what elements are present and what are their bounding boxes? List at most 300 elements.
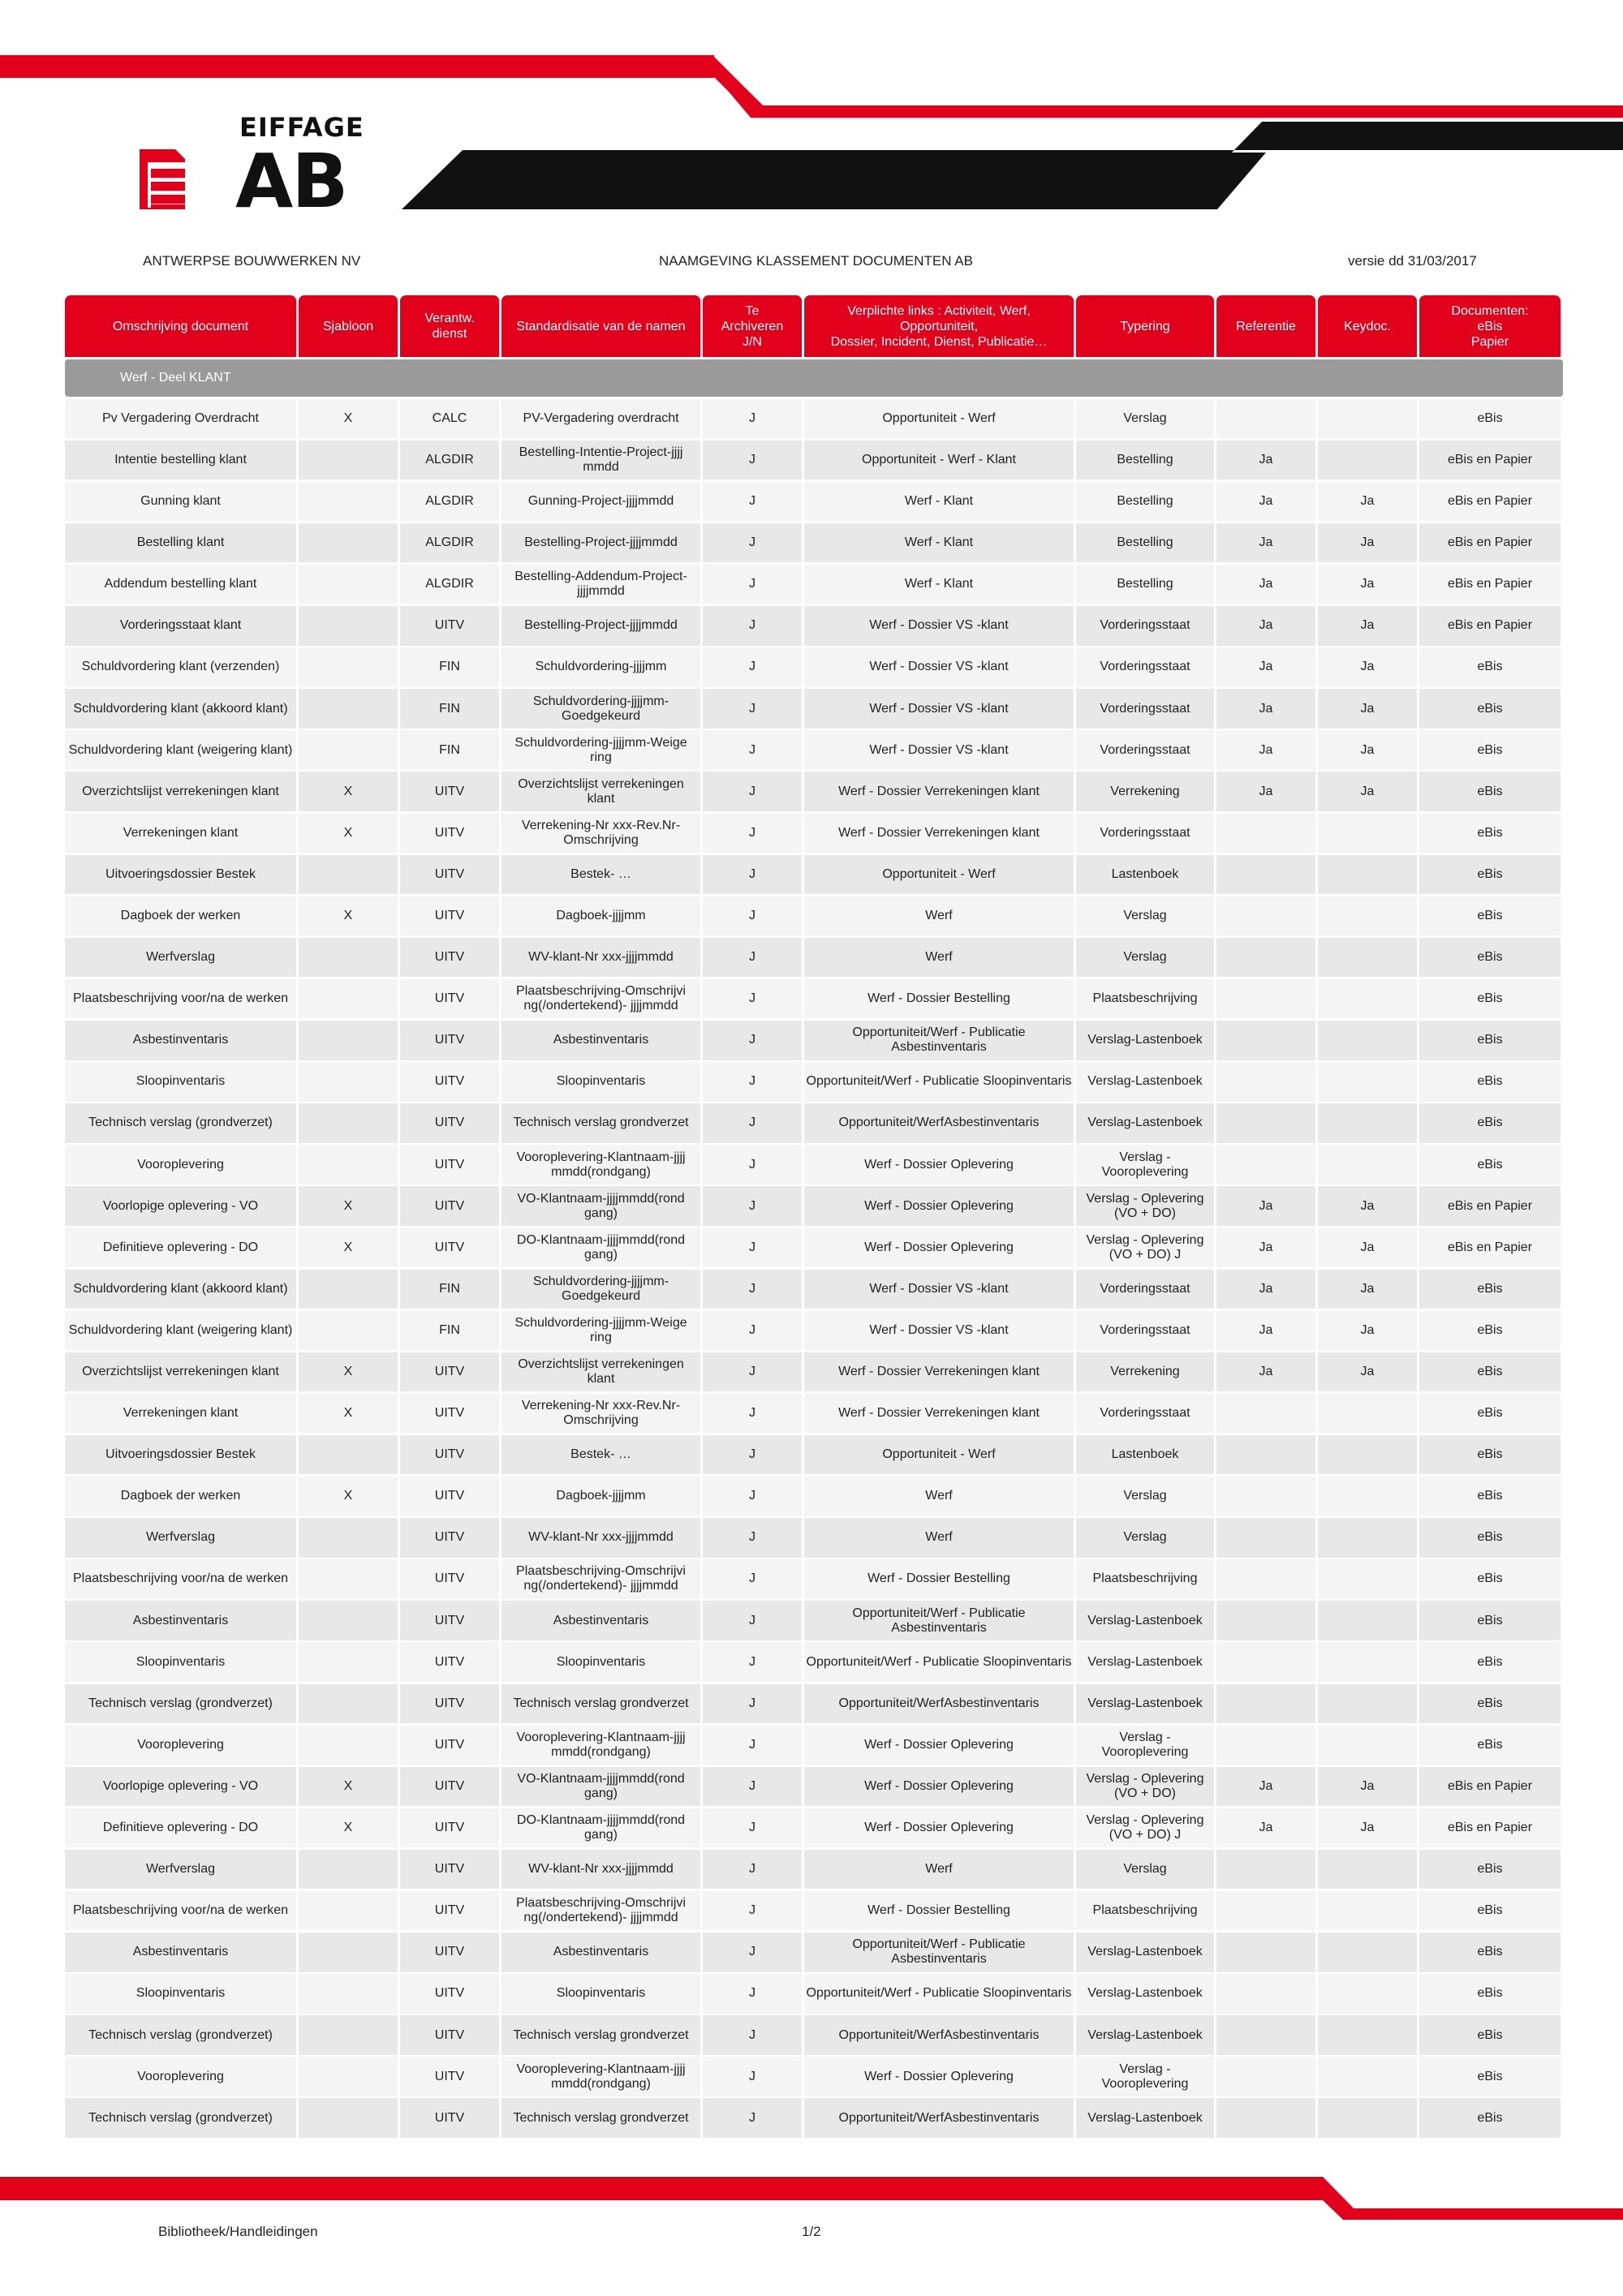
- cell-sjabloon: [299, 2057, 398, 2096]
- cell-te-archiveren: J: [703, 399, 802, 439]
- cell-keydoc: Ja: [1318, 647, 1417, 687]
- table-row: [65, 2015, 1563, 2055]
- table-row: [65, 1808, 1563, 1848]
- table-row: [65, 1891, 1563, 1931]
- cell-standaardisatie: WV-klant-Nr xxx-jjjjmmdd: [502, 938, 700, 978]
- eiffage-logo-icon: [140, 144, 188, 211]
- cell-te-archiveren: J: [703, 1394, 802, 1434]
- table-row: [65, 730, 1563, 770]
- cell-documenten: eBis: [1419, 896, 1561, 936]
- cell-referentie: Ja: [1216, 1767, 1315, 1807]
- cell-omschrijving: Schuldvordering klant (weigering klant): [65, 730, 296, 770]
- cell-referentie: [1216, 1518, 1315, 1558]
- cell-omschrijving: Overzichtslijst verrekeningen klant: [65, 772, 296, 811]
- cell-documenten: eBis: [1419, 1974, 1561, 2014]
- cell-sjabloon: [299, 1642, 398, 1682]
- cell-documenten: eBis en Papier: [1419, 1228, 1561, 1267]
- cell-te-archiveren: J: [703, 1684, 802, 1724]
- cell-typering: Verslag-Lastenboek: [1076, 1103, 1214, 1143]
- cell-referentie: Ja: [1216, 482, 1315, 522]
- cell-keydoc: Ja: [1318, 1228, 1417, 1267]
- cell-referentie: [1216, 1103, 1315, 1143]
- cell-te-archiveren: J: [703, 1933, 802, 1972]
- cell-te-archiveren: J: [703, 1850, 802, 1890]
- cell-verantw-dienst: UITV: [400, 1394, 499, 1434]
- footer-library-path: Bibliotheek/Handleidingen: [158, 2224, 318, 2239]
- cell-verantw-dienst: UITV: [400, 2057, 499, 2096]
- column-header-keydoc: Keydoc.: [1318, 295, 1417, 357]
- cell-keydoc: [1318, 399, 1417, 439]
- cell-te-archiveren: J: [703, 1974, 802, 2014]
- cell-standaardisatie: Plaatsbeschrijving-Omschrijvi ng(/ondertekend)- jjjjmmdd: [502, 1559, 700, 1599]
- cell-verplichte-links: Werf: [804, 1850, 1074, 1890]
- cell-referentie: Ja: [1216, 565, 1315, 604]
- cell-keydoc: [1318, 1062, 1417, 1102]
- cell-te-archiveren: J: [703, 855, 802, 895]
- cell-documenten: eBis en Papier: [1419, 1808, 1561, 1848]
- table-row: [65, 1726, 1563, 1765]
- cell-keydoc: [1318, 1891, 1417, 1931]
- cell-verplichte-links: Werf - Dossier VS -klant: [804, 647, 1074, 687]
- cell-referentie: Ja: [1216, 1808, 1315, 1848]
- cell-te-archiveren: J: [703, 938, 802, 978]
- cell-documenten: eBis: [1419, 814, 1561, 853]
- cell-verplichte-links: Werf - Klant: [804, 523, 1074, 563]
- cell-standaardisatie: Overzichtslijst verrekeningen klant: [502, 1352, 700, 1392]
- cell-sjabloon: [299, 1021, 398, 1060]
- column-header-referentie: Referentie: [1216, 295, 1315, 357]
- cell-verantw-dienst: UITV: [400, 606, 499, 646]
- table-row: [65, 689, 1563, 729]
- cell-verantw-dienst: UITV: [400, 938, 499, 978]
- cell-typering: Verslag - Oplevering (VO + DO) J: [1076, 1228, 1214, 1267]
- cell-standaardisatie: Sloopinventaris: [502, 1062, 700, 1102]
- cell-typering: Vorderingsstaat: [1076, 814, 1214, 853]
- cell-documenten: eBis: [1419, 1891, 1561, 1931]
- column-header-documenten: Documenten: eBis Papier: [1419, 295, 1561, 357]
- table-row: [65, 1021, 1563, 1060]
- cell-keydoc: Ja: [1318, 1352, 1417, 1392]
- cell-typering: Bestelling: [1076, 441, 1214, 480]
- cell-te-archiveren: J: [703, 1767, 802, 1807]
- cell-referentie: [1216, 1435, 1315, 1475]
- cell-typering: Vorderingsstaat: [1076, 730, 1214, 770]
- cell-typering: Vorderingsstaat: [1076, 689, 1214, 729]
- cell-verplichte-links: Opportuniteit - Werf: [804, 399, 1074, 439]
- cell-documenten: eBis en Papier: [1419, 565, 1561, 604]
- cell-standaardisatie: Asbestinventaris: [502, 1933, 700, 1972]
- cell-verantw-dienst: UITV: [400, 814, 499, 853]
- cell-omschrijving: Technisch verslag (grondverzet): [65, 2098, 296, 2138]
- cell-omschrijving: Werfverslag: [65, 1518, 296, 1558]
- cell-sjabloon: [299, 1062, 398, 1102]
- cell-standaardisatie: Schuldvordering-jjjjmm-Weige ring: [502, 1311, 700, 1351]
- cell-omschrijving: Bestelling klant: [65, 523, 296, 563]
- cell-keydoc: [1318, 1684, 1417, 1724]
- cell-verantw-dienst: UITV: [400, 1145, 499, 1185]
- cell-sjabloon: [299, 565, 398, 604]
- cell-te-archiveren: J: [703, 1891, 802, 1931]
- cell-keydoc: [1318, 1850, 1417, 1890]
- cell-verantw-dienst: UITV: [400, 1477, 499, 1516]
- cell-documenten: eBis en Papier: [1419, 482, 1561, 522]
- table-row: [65, 938, 1563, 978]
- table-row: [65, 1850, 1563, 1890]
- table-row: [65, 772, 1563, 811]
- cell-verantw-dienst: FIN: [400, 689, 499, 729]
- cell-documenten: eBis: [1419, 1394, 1561, 1434]
- cell-documenten: eBis: [1419, 1021, 1561, 1060]
- cell-verantw-dienst: FIN: [400, 730, 499, 770]
- cell-standaardisatie: Bestek- …: [502, 855, 700, 895]
- cell-typering: Verslag-Lastenboek: [1076, 2098, 1214, 2138]
- cell-omschrijving: Werfverslag: [65, 1850, 296, 1890]
- table-row: [65, 1559, 1563, 1599]
- cell-typering: Verslag-Lastenboek: [1076, 1021, 1214, 1060]
- table-row: [65, 1684, 1563, 1724]
- table-row: [65, 1435, 1563, 1475]
- table-row: [65, 1228, 1563, 1267]
- cell-verplichte-links: Werf - Dossier Bestelling: [804, 1891, 1074, 1931]
- cell-verplichte-links: Opportuniteit - Werf: [804, 1435, 1074, 1475]
- cell-standaardisatie: Technisch verslag grondverzet: [502, 1684, 700, 1724]
- cell-te-archiveren: J: [703, 1726, 802, 1765]
- cell-keydoc: [1318, 1726, 1417, 1765]
- cell-te-archiveren: J: [703, 565, 802, 604]
- cell-typering: Verslag: [1076, 1477, 1214, 1516]
- cell-sjabloon: [299, 647, 398, 687]
- table-row: [65, 1311, 1563, 1351]
- cell-documenten: eBis: [1419, 1726, 1561, 1765]
- cell-referentie: [1216, 1062, 1315, 1102]
- cell-sjabloon: [299, 1684, 398, 1724]
- cell-verplichte-links: Werf - Dossier Oplevering: [804, 1145, 1074, 1185]
- document-naming-table: [65, 295, 1563, 2138]
- cell-sjabloon: X: [299, 1394, 398, 1434]
- cell-omschrijving: Intentie bestelling klant: [65, 441, 296, 480]
- column-header-typering: Typering: [1076, 295, 1214, 357]
- footer-page-number: 1/2: [802, 2224, 821, 2239]
- cell-documenten: eBis: [1419, 2057, 1561, 2096]
- cell-typering: Bestelling: [1076, 523, 1214, 563]
- cell-keydoc: [1318, 938, 1417, 978]
- cell-referentie: [1216, 1559, 1315, 1599]
- cell-keydoc: [1318, 1103, 1417, 1143]
- cell-verantw-dienst: UITV: [400, 1891, 499, 1931]
- cell-typering: Verslag: [1076, 399, 1214, 439]
- cell-standaardisatie: WV-klant-Nr xxx-jjjjmmdd: [502, 1850, 700, 1890]
- cell-keydoc: [1318, 1021, 1417, 1060]
- cell-keydoc: Ja: [1318, 1186, 1417, 1226]
- cell-te-archiveren: J: [703, 482, 802, 522]
- cell-sjabloon: [299, 730, 398, 770]
- cell-standaardisatie: Sloopinventaris: [502, 1974, 700, 2014]
- cell-sjabloon: [299, 1726, 398, 1765]
- cell-verplichte-links: Werf - Dossier VS -klant: [804, 730, 1074, 770]
- cell-omschrijving: Addendum bestelling klant: [65, 565, 296, 604]
- cell-keydoc: [1318, 441, 1417, 480]
- cell-sjabloon: [299, 1933, 398, 1972]
- cell-te-archiveren: J: [703, 1352, 802, 1392]
- cell-typering: Verslag-Lastenboek: [1076, 1601, 1214, 1640]
- cell-keydoc: Ja: [1318, 1311, 1417, 1351]
- cell-standaardisatie: Verrekening-Nr xxx-Rev.Nr-Omschrijving: [502, 1394, 700, 1434]
- table-row: [65, 1933, 1563, 1972]
- cell-te-archiveren: J: [703, 1435, 802, 1475]
- cell-verantw-dienst: CALC: [400, 399, 499, 439]
- cell-sjabloon: [299, 1145, 398, 1185]
- cell-typering: Verslag-Lastenboek: [1076, 1684, 1214, 1724]
- cell-typering: Plaatsbeschrijving: [1076, 979, 1214, 1019]
- table-body: [65, 399, 1563, 2138]
- cell-standaardisatie: Bestelling-Project-jjjjmmdd: [502, 606, 700, 646]
- cell-verplichte-links: Werf: [804, 1477, 1074, 1516]
- cell-typering: Verslag-Lastenboek: [1076, 1642, 1214, 1682]
- section-header: Werf - Deel KLANT: [65, 359, 1563, 397]
- cell-sjabloon: [299, 1435, 398, 1475]
- table-row: [65, 1103, 1563, 1143]
- cell-verplichte-links: Werf: [804, 938, 1074, 978]
- cell-verantw-dienst: UITV: [400, 979, 499, 1019]
- cell-verplichte-links: Werf: [804, 1518, 1074, 1558]
- cell-omschrijving: Plaatsbeschrijving voor/na de werken: [65, 979, 296, 1019]
- cell-omschrijving: Werfverslag: [65, 938, 296, 978]
- cell-standaardisatie: Overzichtslijst verrekeningen klant: [502, 772, 700, 811]
- cell-typering: Verrekening: [1076, 772, 1214, 811]
- cell-sjabloon: [299, 1601, 398, 1640]
- cell-te-archiveren: J: [703, 814, 802, 853]
- cell-te-archiveren: J: [703, 1601, 802, 1640]
- table-row: [65, 855, 1563, 895]
- cell-referentie: [1216, 1021, 1315, 1060]
- cell-documenten: eBis en Papier: [1419, 1767, 1561, 1807]
- cell-sjabloon: [299, 1974, 398, 2014]
- table-row: [65, 2098, 1563, 2138]
- cell-typering: Verslag-Lastenboek: [1076, 1062, 1214, 1102]
- table-row: [65, 482, 1563, 522]
- cell-keydoc: Ja: [1318, 523, 1417, 563]
- cell-standaardisatie: Gunning-Project-jjjjmmdd: [502, 482, 700, 522]
- cell-verplichte-links: Werf - Dossier Oplevering: [804, 1767, 1074, 1807]
- column-header-verantw-dienst: Verantw. dienst: [400, 295, 499, 357]
- cell-te-archiveren: J: [703, 441, 802, 480]
- table-row: [65, 1186, 1563, 1226]
- cell-verantw-dienst: ALGDIR: [400, 565, 499, 604]
- cell-referentie: [1216, 2057, 1315, 2096]
- cell-typering: Vorderingsstaat: [1076, 647, 1214, 687]
- cell-documenten: eBis: [1419, 1933, 1561, 1972]
- cell-verplichte-links: Werf - Dossier Bestelling: [804, 979, 1074, 1019]
- cell-verantw-dienst: UITV: [400, 2015, 499, 2055]
- cell-sjabloon: [299, 1891, 398, 1931]
- cell-referentie: [1216, 1891, 1315, 1931]
- cell-verantw-dienst: UITV: [400, 1974, 499, 2014]
- cell-documenten: eBis: [1419, 1145, 1561, 1185]
- cell-omschrijving: Plaatsbeschrijving voor/na de werken: [65, 1891, 296, 1931]
- cell-typering: Vorderingsstaat: [1076, 1311, 1214, 1351]
- cell-sjabloon: X: [299, 896, 398, 936]
- cell-referentie: [1216, 2015, 1315, 2055]
- cell-omschrijving: Voorlopige oplevering - VO: [65, 1186, 296, 1226]
- cell-standaardisatie: Dagboek-jjjjmm: [502, 1477, 700, 1516]
- cell-te-archiveren: J: [703, 979, 802, 1019]
- cell-standaardisatie: Bestelling-Intentie-Project-jjjj mmdd: [502, 441, 700, 480]
- cell-omschrijving: Sloopinventaris: [65, 1062, 296, 1102]
- table-row: [65, 1642, 1563, 1682]
- cell-sjabloon: [299, 1311, 398, 1351]
- cell-keydoc: [1318, 814, 1417, 853]
- cell-keydoc: [1318, 855, 1417, 895]
- cell-sjabloon: [299, 855, 398, 895]
- cell-verplichte-links: Opportuniteit - Werf - Klant: [804, 441, 1074, 480]
- cell-referentie: [1216, 814, 1315, 853]
- cell-standaardisatie: Bestelling-Project-jjjjmmdd: [502, 523, 700, 563]
- cell-standaardisatie: Bestek- …: [502, 1435, 700, 1475]
- cell-typering: Verslag: [1076, 938, 1214, 978]
- cell-referentie: [1216, 1850, 1315, 1890]
- cell-te-archiveren: J: [703, 1062, 802, 1102]
- cell-omschrijving: Schuldvordering klant (akkoord klant): [65, 689, 296, 729]
- cell-typering: Verslag - Vooroplevering: [1076, 2057, 1214, 2096]
- cell-omschrijving: Asbestinventaris: [65, 1021, 296, 1060]
- table-row: [65, 606, 1563, 646]
- cell-standaardisatie: Vooroplevering-Klantnaam-jjjj mmdd(rondgang): [502, 2057, 700, 2096]
- cell-verplichte-links: Werf - Dossier Verrekeningen klant: [804, 1394, 1074, 1434]
- cell-typering: Vorderingsstaat: [1076, 1394, 1214, 1434]
- cell-keydoc: [1318, 1435, 1417, 1475]
- cell-keydoc: [1318, 1518, 1417, 1558]
- cell-referentie: Ja: [1216, 647, 1315, 687]
- cell-referentie: [1216, 1642, 1315, 1682]
- table-row: [65, 1352, 1563, 1392]
- cell-sjabloon: X: [299, 399, 398, 439]
- cell-verantw-dienst: UITV: [400, 1352, 499, 1392]
- cell-documenten: eBis: [1419, 1103, 1561, 1143]
- cell-verplichte-links: Opportuniteit - Werf: [804, 855, 1074, 895]
- cell-verplichte-links: Werf - Dossier Oplevering: [804, 1726, 1074, 1765]
- cell-typering: Lastenboek: [1076, 1435, 1214, 1475]
- cell-documenten: eBis: [1419, 647, 1561, 687]
- column-header-te-archiveren: Te Archiveren J/N: [703, 295, 802, 357]
- cell-referentie: [1216, 2098, 1315, 2138]
- cell-standaardisatie: Plaatsbeschrijving-Omschrijvi ng(/ondertekend)- jjjjmmdd: [502, 979, 700, 1019]
- cell-omschrijving: Uitvoeringsdossier Bestek: [65, 1435, 296, 1475]
- document-title: NAAMGEVING KLASSEMENT DOCUMENTEN AB: [659, 253, 973, 269]
- cell-verplichte-links: Werf - Dossier Oplevering: [804, 1808, 1074, 1848]
- cell-verplichte-links: Opportuniteit/Werf - Publicatie Sloopinventaris: [804, 1642, 1074, 1682]
- cell-verantw-dienst: UITV: [400, 1767, 499, 1807]
- cell-verplichte-links: Werf - Dossier Verrekeningen klant: [804, 814, 1074, 853]
- table-row: [65, 1974, 1563, 2014]
- cell-referentie: Ja: [1216, 689, 1315, 729]
- cell-documenten: eBis: [1419, 1850, 1561, 1890]
- cell-te-archiveren: J: [703, 772, 802, 811]
- cell-omschrijving: Plaatsbeschrijving voor/na de werken: [65, 1559, 296, 1599]
- table-row: [65, 1518, 1563, 1558]
- cell-typering: Verslag: [1076, 1850, 1214, 1890]
- cell-sjabloon: X: [299, 1808, 398, 1848]
- logo-brand-short: AB: [235, 138, 347, 225]
- cell-verantw-dienst: FIN: [400, 1311, 499, 1351]
- cell-typering: Lastenboek: [1076, 855, 1214, 895]
- cell-keydoc: [1318, 896, 1417, 936]
- table-row: [65, 647, 1563, 687]
- cell-sjabloon: [299, 979, 398, 1019]
- cell-verantw-dienst: UITV: [400, 1642, 499, 1682]
- table-row: [65, 979, 1563, 1019]
- cell-sjabloon: X: [299, 772, 398, 811]
- cell-standaardisatie: Schuldvordering-jjjjmm: [502, 647, 700, 687]
- cell-sjabloon: X: [299, 1477, 398, 1516]
- cell-typering: Vorderingsstaat: [1076, 1270, 1214, 1309]
- cell-omschrijving: Pv Vergadering Overdracht: [65, 399, 296, 439]
- cell-te-archiveren: J: [703, 896, 802, 936]
- cell-typering: Bestelling: [1076, 565, 1214, 604]
- table-row: [65, 896, 1563, 936]
- cell-verantw-dienst: UITV: [400, 2098, 499, 2138]
- cell-omschrijving: Verrekeningen klant: [65, 1394, 296, 1434]
- cell-verantw-dienst: UITV: [400, 1726, 499, 1765]
- table-row: [65, 441, 1563, 480]
- cell-omschrijving: Definitieve oplevering - DO: [65, 1228, 296, 1267]
- cell-verplichte-links: Werf - Dossier VS -klant: [804, 1270, 1074, 1309]
- cell-omschrijving: Technisch verslag (grondverzet): [65, 2015, 296, 2055]
- cell-keydoc: [1318, 2015, 1417, 2055]
- cell-typering: Verslag: [1076, 1518, 1214, 1558]
- column-header-omschrijving: Omschrijving document: [65, 295, 296, 357]
- cell-omschrijving: Vooroplevering: [65, 2057, 296, 2096]
- cell-referentie: Ja: [1216, 1186, 1315, 1226]
- cell-typering: Verslag - Oplevering (VO + DO): [1076, 1767, 1214, 1807]
- cell-documenten: eBis: [1419, 1062, 1561, 1102]
- cell-verplichte-links: Opportuniteit/WerfAsbestinventaris: [804, 2015, 1074, 2055]
- cell-omschrijving: Sloopinventaris: [65, 1974, 296, 2014]
- cell-standaardisatie: PV-Vergadering overdracht: [502, 399, 700, 439]
- cell-referentie: Ja: [1216, 606, 1315, 646]
- cell-te-archiveren: J: [703, 689, 802, 729]
- cell-verantw-dienst: FIN: [400, 647, 499, 687]
- cell-verplichte-links: Opportuniteit/WerfAsbestinventaris: [804, 1684, 1074, 1724]
- cell-keydoc: Ja: [1318, 482, 1417, 522]
- cell-te-archiveren: J: [703, 1228, 802, 1267]
- cell-sjabloon: X: [299, 814, 398, 853]
- cell-verplichte-links: Werf - Dossier VS -klant: [804, 1311, 1074, 1351]
- cell-standaardisatie: WV-klant-Nr xxx-jjjjmmdd: [502, 1518, 700, 1558]
- cell-omschrijving: Technisch verslag (grondverzet): [65, 1684, 296, 1724]
- cell-standaardisatie: Technisch verslag grondverzet: [502, 2098, 700, 2138]
- cell-omschrijving: Schuldvordering klant (verzenden): [65, 647, 296, 687]
- cell-omschrijving: Asbestinventaris: [65, 1601, 296, 1640]
- cell-te-archiveren: J: [703, 1021, 802, 1060]
- table-header: [65, 295, 1563, 357]
- cell-te-archiveren: J: [703, 1477, 802, 1516]
- cell-documenten: eBis: [1419, 2015, 1561, 2055]
- cell-sjabloon: [299, 523, 398, 563]
- cell-verplichte-links: Opportuniteit/Werf - Publicatie Sloopinventaris: [804, 1974, 1074, 2014]
- cell-keydoc: Ja: [1318, 1270, 1417, 1309]
- cell-verantw-dienst: UITV: [400, 1601, 499, 1640]
- cell-keydoc: Ja: [1318, 730, 1417, 770]
- cell-documenten: eBis: [1419, 1601, 1561, 1640]
- cell-referentie: Ja: [1216, 1352, 1315, 1392]
- cell-keydoc: [1318, 1974, 1417, 2014]
- cell-documenten: eBis en Papier: [1419, 1186, 1561, 1226]
- cell-keydoc: Ja: [1318, 565, 1417, 604]
- cell-documenten: eBis: [1419, 1352, 1561, 1392]
- cell-te-archiveren: J: [703, 2057, 802, 2096]
- cell-documenten: eBis: [1419, 1684, 1561, 1724]
- cell-referentie: Ja: [1216, 772, 1315, 811]
